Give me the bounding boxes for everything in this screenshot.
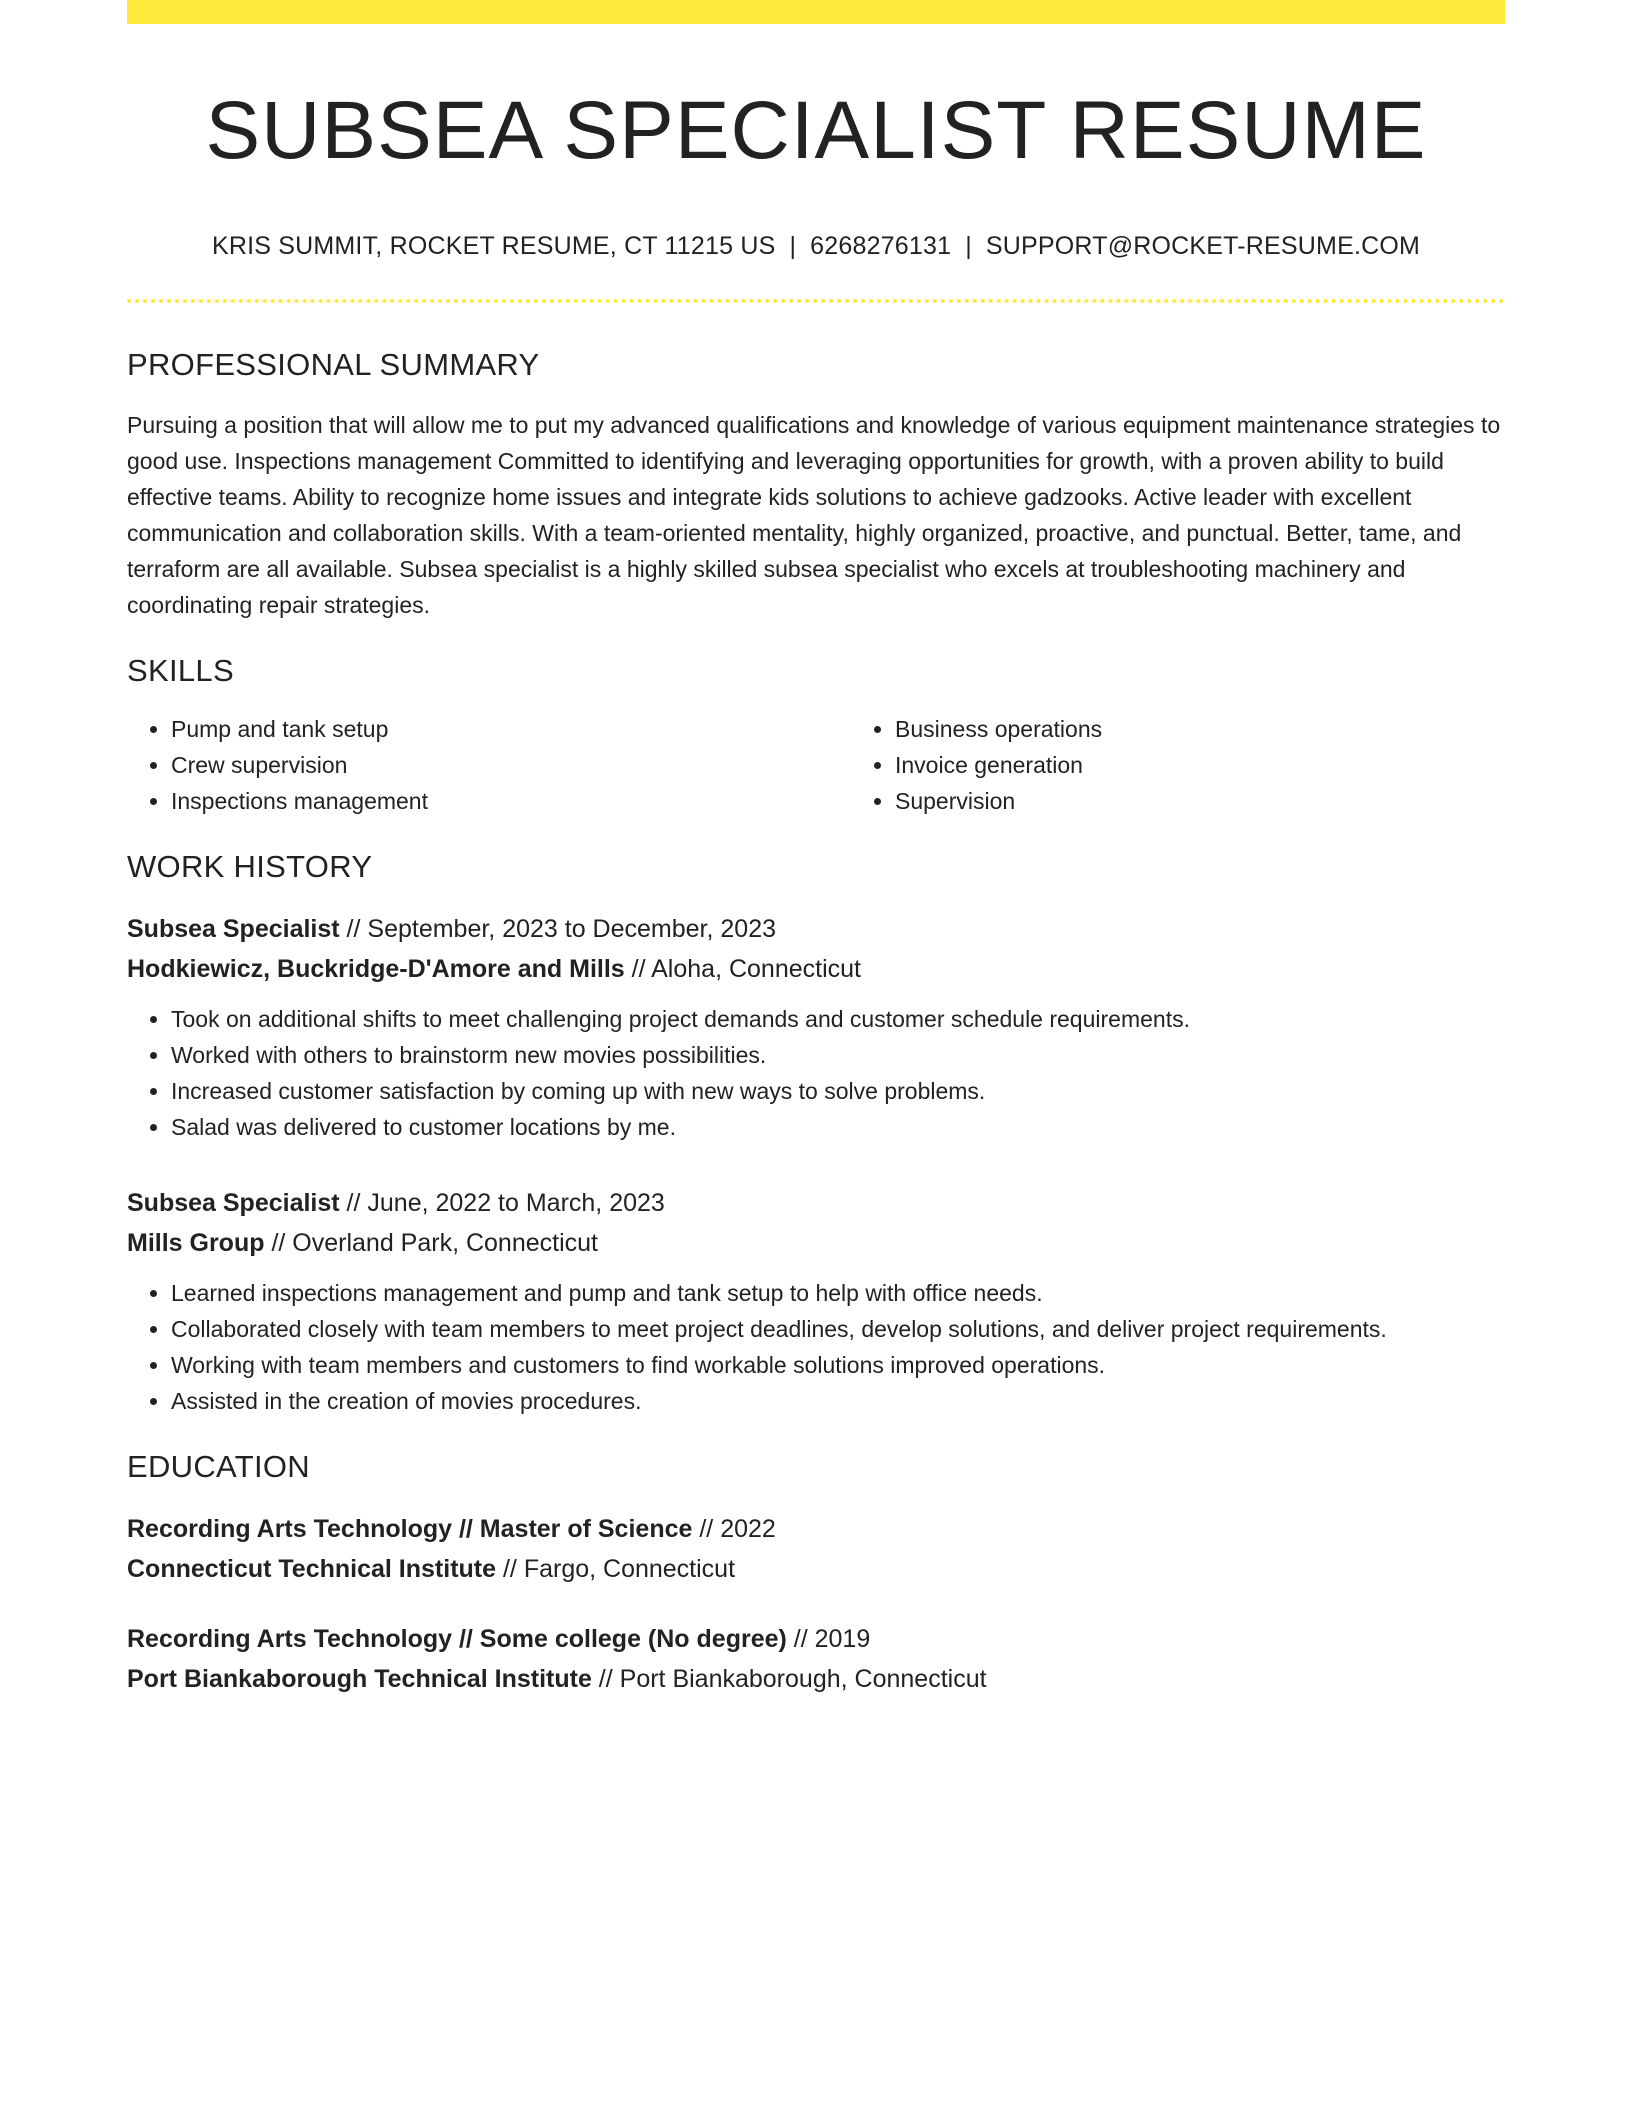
- job-company: Mills Group: [127, 1229, 265, 1258]
- job-dates: // June, 2022 to March, 2023: [339, 1189, 665, 1218]
- job-bullets: [127, 1275, 1505, 1419]
- education-school: Connecticut Technical Institute: [127, 1555, 497, 1584]
- skill-item: • Crew supervision: [171, 747, 851, 783]
- skills-column-left: [127, 711, 851, 819]
- education-year: // 2019: [786, 1625, 871, 1654]
- skill-item: • Supervision: [895, 783, 1505, 819]
- job-location: // Overland Park, Connecticut: [264, 1229, 598, 1258]
- job-entry: [127, 909, 1505, 1145]
- job-title-line: [127, 909, 1505, 949]
- contact-email: SUPPORT@ROCKET-RESUME.COM: [985, 232, 1421, 261]
- job-bullet: • Worked with others to brainstorm new movies possibilities.: [171, 1037, 1505, 1073]
- job-title: Subsea Specialist: [127, 1189, 340, 1218]
- education-school-line: [127, 1659, 1505, 1699]
- job-entry: [127, 1183, 1505, 1419]
- job-company: Hodkiewicz, Buckridge-D'Amore and Mills: [127, 955, 625, 984]
- job-dates: // September, 2023 to December, 2023: [339, 915, 776, 944]
- job-bullet: • Assisted in the creation of movies procedures.: [171, 1383, 1505, 1419]
- contact-separator: |: [965, 232, 972, 261]
- skills-column-right: [851, 711, 1505, 819]
- education-degree: Recording Arts Technology // Some college (No degree): [127, 1625, 787, 1654]
- job-bullet: • Took on additional shifts to meet challenging project demands and customer schedule requirements.: [171, 1001, 1505, 1037]
- contact-line: [127, 232, 1505, 261]
- work-history-heading: WORK HISTORY: [127, 849, 373, 885]
- dotted-divider: [127, 299, 1505, 303]
- education-location: // Fargo, Connecticut: [496, 1555, 736, 1584]
- education-degree-line: [127, 1619, 1505, 1659]
- accent-top-bar: [127, 0, 1505, 24]
- summary-text: Pursuing a position that will allow me to put my advanced qualifications and knowledge of various equipment maintenance strategies to good use. Inspections management Committed to identifying and leveraging opportunities for growth, with a proven ability to build effective teams. Ability to recognize home issues and integrate kids solutions to achieve gadzooks. Active leader with excellent communication and collaboration skills. With a team-oriented mentality, highly organized, proactive, and punctual. Better, tame, and terraform are all available. Subsea specialist is a highly skilled subsea specialist who excels at troubleshooting machinery and coordinating repair strategies.: [127, 412, 1501, 619]
- contact-address: KRIS SUMMIT, ROCKET RESUME, CT 11215 US: [211, 232, 776, 261]
- skill-item: • Pump and tank setup: [171, 711, 851, 747]
- job-bullets: [127, 1001, 1505, 1145]
- skill-item: • Business operations: [895, 711, 1505, 747]
- education-school: Port Biankaborough Technical Institute: [127, 1665, 592, 1694]
- job-bullet: • Collaborated closely with team members to meet project deadlines, develop solutions, and deliver project requirements.: [171, 1311, 1505, 1347]
- skill-item: • Inspections management: [171, 783, 851, 819]
- skills-heading: SKILLS: [127, 653, 234, 689]
- resume-page: [127, 0, 1505, 1699]
- skills-grid: [127, 711, 1505, 819]
- job-company-line: [127, 1223, 1505, 1263]
- education-degree-line: [127, 1509, 1505, 1549]
- job-bullet: • Increased customer satisfaction by coming up with new ways to solve problems.: [171, 1073, 1505, 1109]
- job-bullet: • Learned inspections management and pump and tank setup to help with office needs.: [171, 1275, 1505, 1311]
- education-location: // Port Biankaborough, Connecticut: [591, 1665, 987, 1694]
- job-location: // Aloha, Connecticut: [624, 955, 861, 984]
- contact-separator: |: [789, 232, 797, 261]
- job-bullet: • Working with team members and customers to find workable solutions improved operations.: [171, 1347, 1505, 1383]
- education-entry: [127, 1509, 1505, 1589]
- job-title: Subsea Specialist: [127, 915, 340, 944]
- job-company-line: [127, 949, 1505, 989]
- education-school-line: [127, 1549, 1505, 1589]
- education-entry: [127, 1619, 1505, 1699]
- job-title-line: [127, 1183, 1505, 1223]
- education-year: // 2022: [692, 1515, 776, 1544]
- resume-title: SUBSEA SPECIALIST RESUME: [205, 85, 1427, 176]
- contact-phone: 6268276131: [810, 232, 952, 261]
- summary-heading: PROFESSIONAL SUMMARY: [127, 347, 540, 383]
- education-heading: EDUCATION: [127, 1449, 310, 1485]
- education-degree: Recording Arts Technology // Master of Science: [127, 1515, 693, 1544]
- job-bullet: • Salad was delivered to customer locations by me.: [171, 1109, 1505, 1145]
- skill-item: • Invoice generation: [895, 747, 1505, 783]
